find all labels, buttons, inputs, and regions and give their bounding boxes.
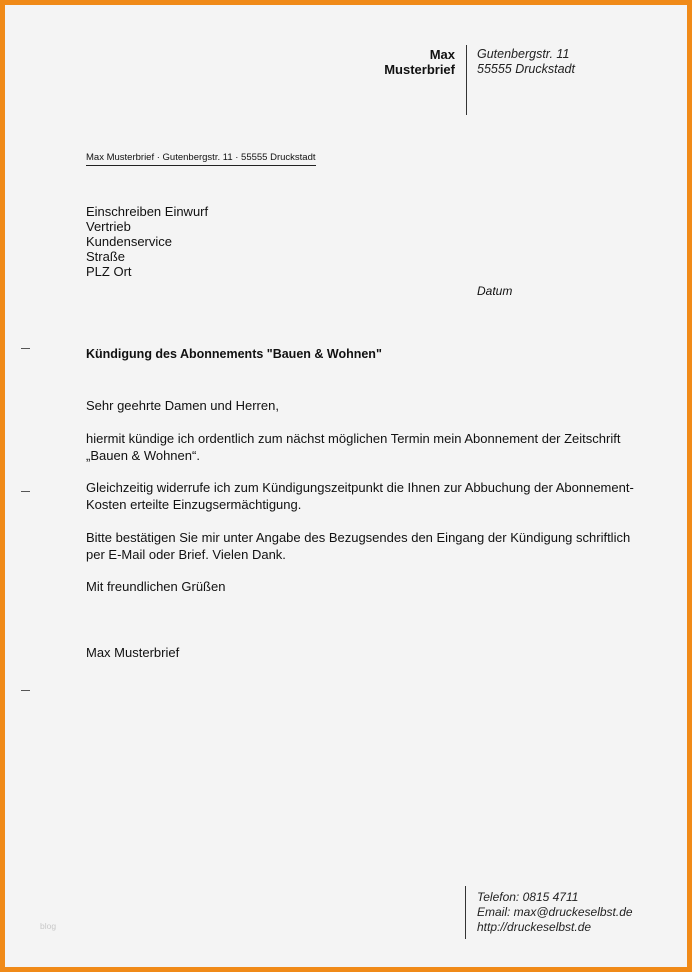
recipient-line: PLZ Ort [86, 264, 132, 279]
footer-divider [465, 886, 466, 939]
body-paragraph-3: Bitte bestätigen Sie mir unter Angabe des Bezugsendes den Eingang der Kündigung schriftlich per E-Mail oder Brief. Vielen Dank. [86, 530, 631, 562]
body-paragraph-2: Gleichzeitig widerrufe ich zum Kündigungszeitpunkt die Ihnen zur Abbuchung der Abonnement-Kosten erteilte Einzugsermächtigung. [86, 480, 634, 512]
footer-contact [477, 890, 633, 935]
sender-street: Gutenbergstr. 11 [477, 47, 570, 61]
signature-name: Max Musterbrief [86, 645, 180, 660]
letter-date: Datum [477, 284, 513, 298]
fold-mark-top [21, 348, 30, 349]
salutation: Sehr geehrte Damen und Herren, [86, 398, 279, 413]
closing: Mit freundlichen Grüßen [86, 579, 226, 594]
recipient-line: Straße [86, 249, 126, 264]
sender-first-name: Max [429, 47, 455, 62]
punch-mark [21, 491, 30, 492]
footer-email: Email: max@druckeselbst.de [477, 905, 633, 919]
sender-address [477, 47, 575, 77]
sender-city: 55555 Druckstadt [477, 62, 575, 76]
body-paragraph-1: hiermit kündige ich ordentlich zum nächst möglichen Termin mein Abonnement der Zeitschrift „Bauen & Wohnen“. [86, 431, 621, 463]
recipient-line: Vertrieb [86, 219, 131, 234]
recipient-line: Kundenservice [86, 234, 172, 249]
header-divider [466, 45, 467, 115]
footer-website: http://druckeselbst.de [477, 920, 592, 934]
footer-phone: Telefon: 0815 4711 [477, 890, 579, 904]
sender-last-name: Musterbrief [384, 62, 455, 77]
watermark: blog [40, 921, 57, 931]
letter-subject: Kündigung des Abonnements "Bauen & Wohnen" [86, 347, 382, 361]
recipient-address [86, 204, 208, 279]
sender-name [335, 47, 455, 77]
return-address-line: Max Musterbrief · Gutenbergstr. 11 · 55555 Druckstadt [86, 152, 316, 166]
recipient-line: Einschreiben Einwurf [86, 204, 209, 219]
fold-mark-bottom [21, 690, 30, 691]
